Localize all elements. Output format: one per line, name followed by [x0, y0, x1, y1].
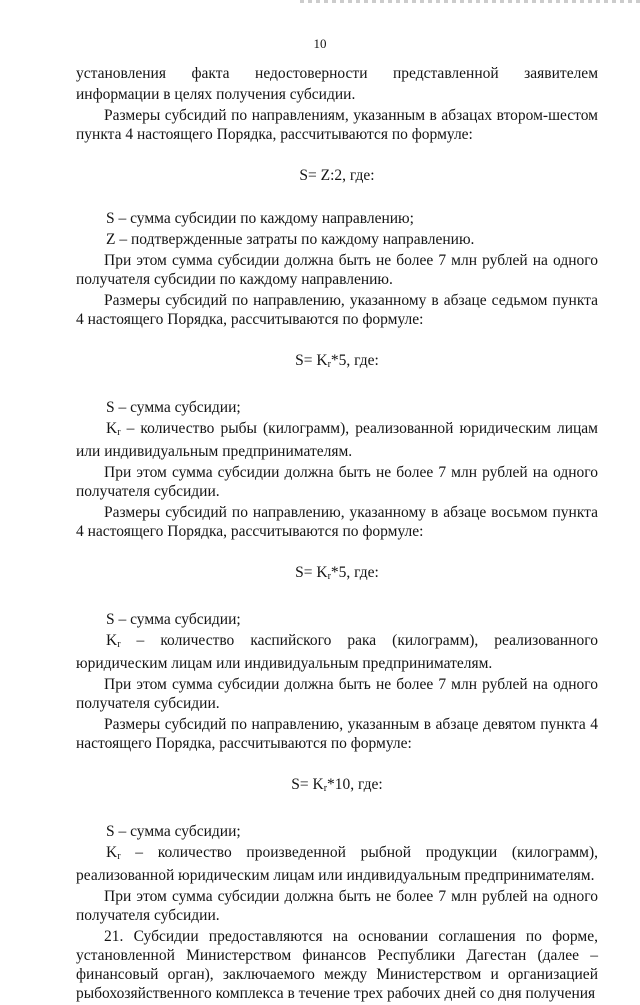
paragraph: S – сумма субсидии;: [106, 823, 241, 840]
formula: [76, 351, 598, 374]
text-part: K: [106, 632, 118, 649]
text-part: – количество рыбы (килограмм), реализованной юридическим лицам или индивидуальным предпринимателям.: [76, 420, 598, 460]
formula: [76, 775, 598, 798]
paragraph: Размеры субсидий по направлениям, указанным в абзацах втором-шестом пункта 4 настоящего Порядка, рассчитываются по формуле:: [76, 107, 598, 143]
scan-edge-line: [300, 0, 640, 3]
document-body: [76, 64, 598, 1005]
paragraph: Z – подтвержденные затраты по каждому направлению.: [106, 231, 475, 248]
text-part: K: [106, 844, 118, 861]
paragraph: установления факта недостоверности представленной заявителем: [76, 65, 598, 82]
subscript: r: [327, 571, 331, 582]
paragraph: При этом сумма субсидии должна быть не более 7 млн рублей на одного получателя субсидии по каждому направлению.: [76, 252, 598, 288]
subscript: r: [117, 427, 121, 438]
text-part: S= K: [295, 564, 328, 581]
text-part: K: [106, 420, 118, 437]
formula: [76, 563, 598, 586]
text-part: S= K: [295, 352, 328, 369]
paragraph: [76, 843, 598, 885]
paragraph: При этом сумма субсидии должна быть не более 7 млн рублей на одного получателя субсидии.: [76, 676, 598, 712]
page-number: 10: [313, 36, 327, 51]
paragraph: 21. Субсидии предоставляются на основании соглашения по форме, установленной Министерством финансов Республики Дагестан (далее – финансовый орган), заключаемого между Министерством и организацией рыбохозяйственного комплекса в течение трех рабочих дней со дня получения: [76, 928, 598, 1002]
text-part: *5, где:: [330, 352, 379, 369]
paragraph: Размеры субсидий по направлению, указанному в абзаце седьмом пункта 4 настоящего Порядка, рассчитываются по формуле:: [76, 292, 598, 328]
text-part: *5, где:: [330, 564, 379, 581]
text-part: *10, где:: [327, 776, 383, 793]
paragraph: При этом сумма субсидии должна быть не более 7 млн рублей на одного получателя субсидии.: [76, 464, 598, 500]
text-part: – количество каспийского рака (килограмм), реализованного юридическим лицам или индивидуальным предпринимателям.: [76, 632, 598, 672]
paragraph: S – сумма субсидии;: [106, 399, 241, 416]
formula: S= Z:2, где:: [299, 167, 375, 184]
subscript: r: [117, 851, 121, 862]
subscript: r: [323, 783, 328, 794]
text-part: – количество произведенной рыбной продукции (килограмм), реализованной юридическим лицам или индивидуальным предпринимателям.: [76, 844, 598, 884]
paragraph: При этом сумма субсидии должна быть не более 7 млн рублей на одного получателя субсидии.: [76, 888, 598, 924]
paragraph: Размеры субсидий по направлению, указанному в абзаце восьмом пункта 4 настоящего Порядка, рассчитываются по формуле:: [76, 504, 598, 540]
paragraph: [76, 419, 598, 461]
paragraph: S – сумма субсидии;: [106, 611, 241, 628]
text-part: S= K: [291, 776, 324, 793]
paragraph: информации в целях получения субсидии.: [76, 86, 356, 103]
paragraph: Размеры субсидий по направлению, указанным в абзаце девятом пункта 4 настоящего Порядка, рассчитываются по формуле:: [76, 716, 598, 752]
subscript: r: [117, 639, 121, 650]
subscript: r: [327, 359, 331, 370]
paragraph: [76, 631, 598, 673]
paragraph: S – сумма субсидии по каждому направлению;: [106, 210, 414, 227]
